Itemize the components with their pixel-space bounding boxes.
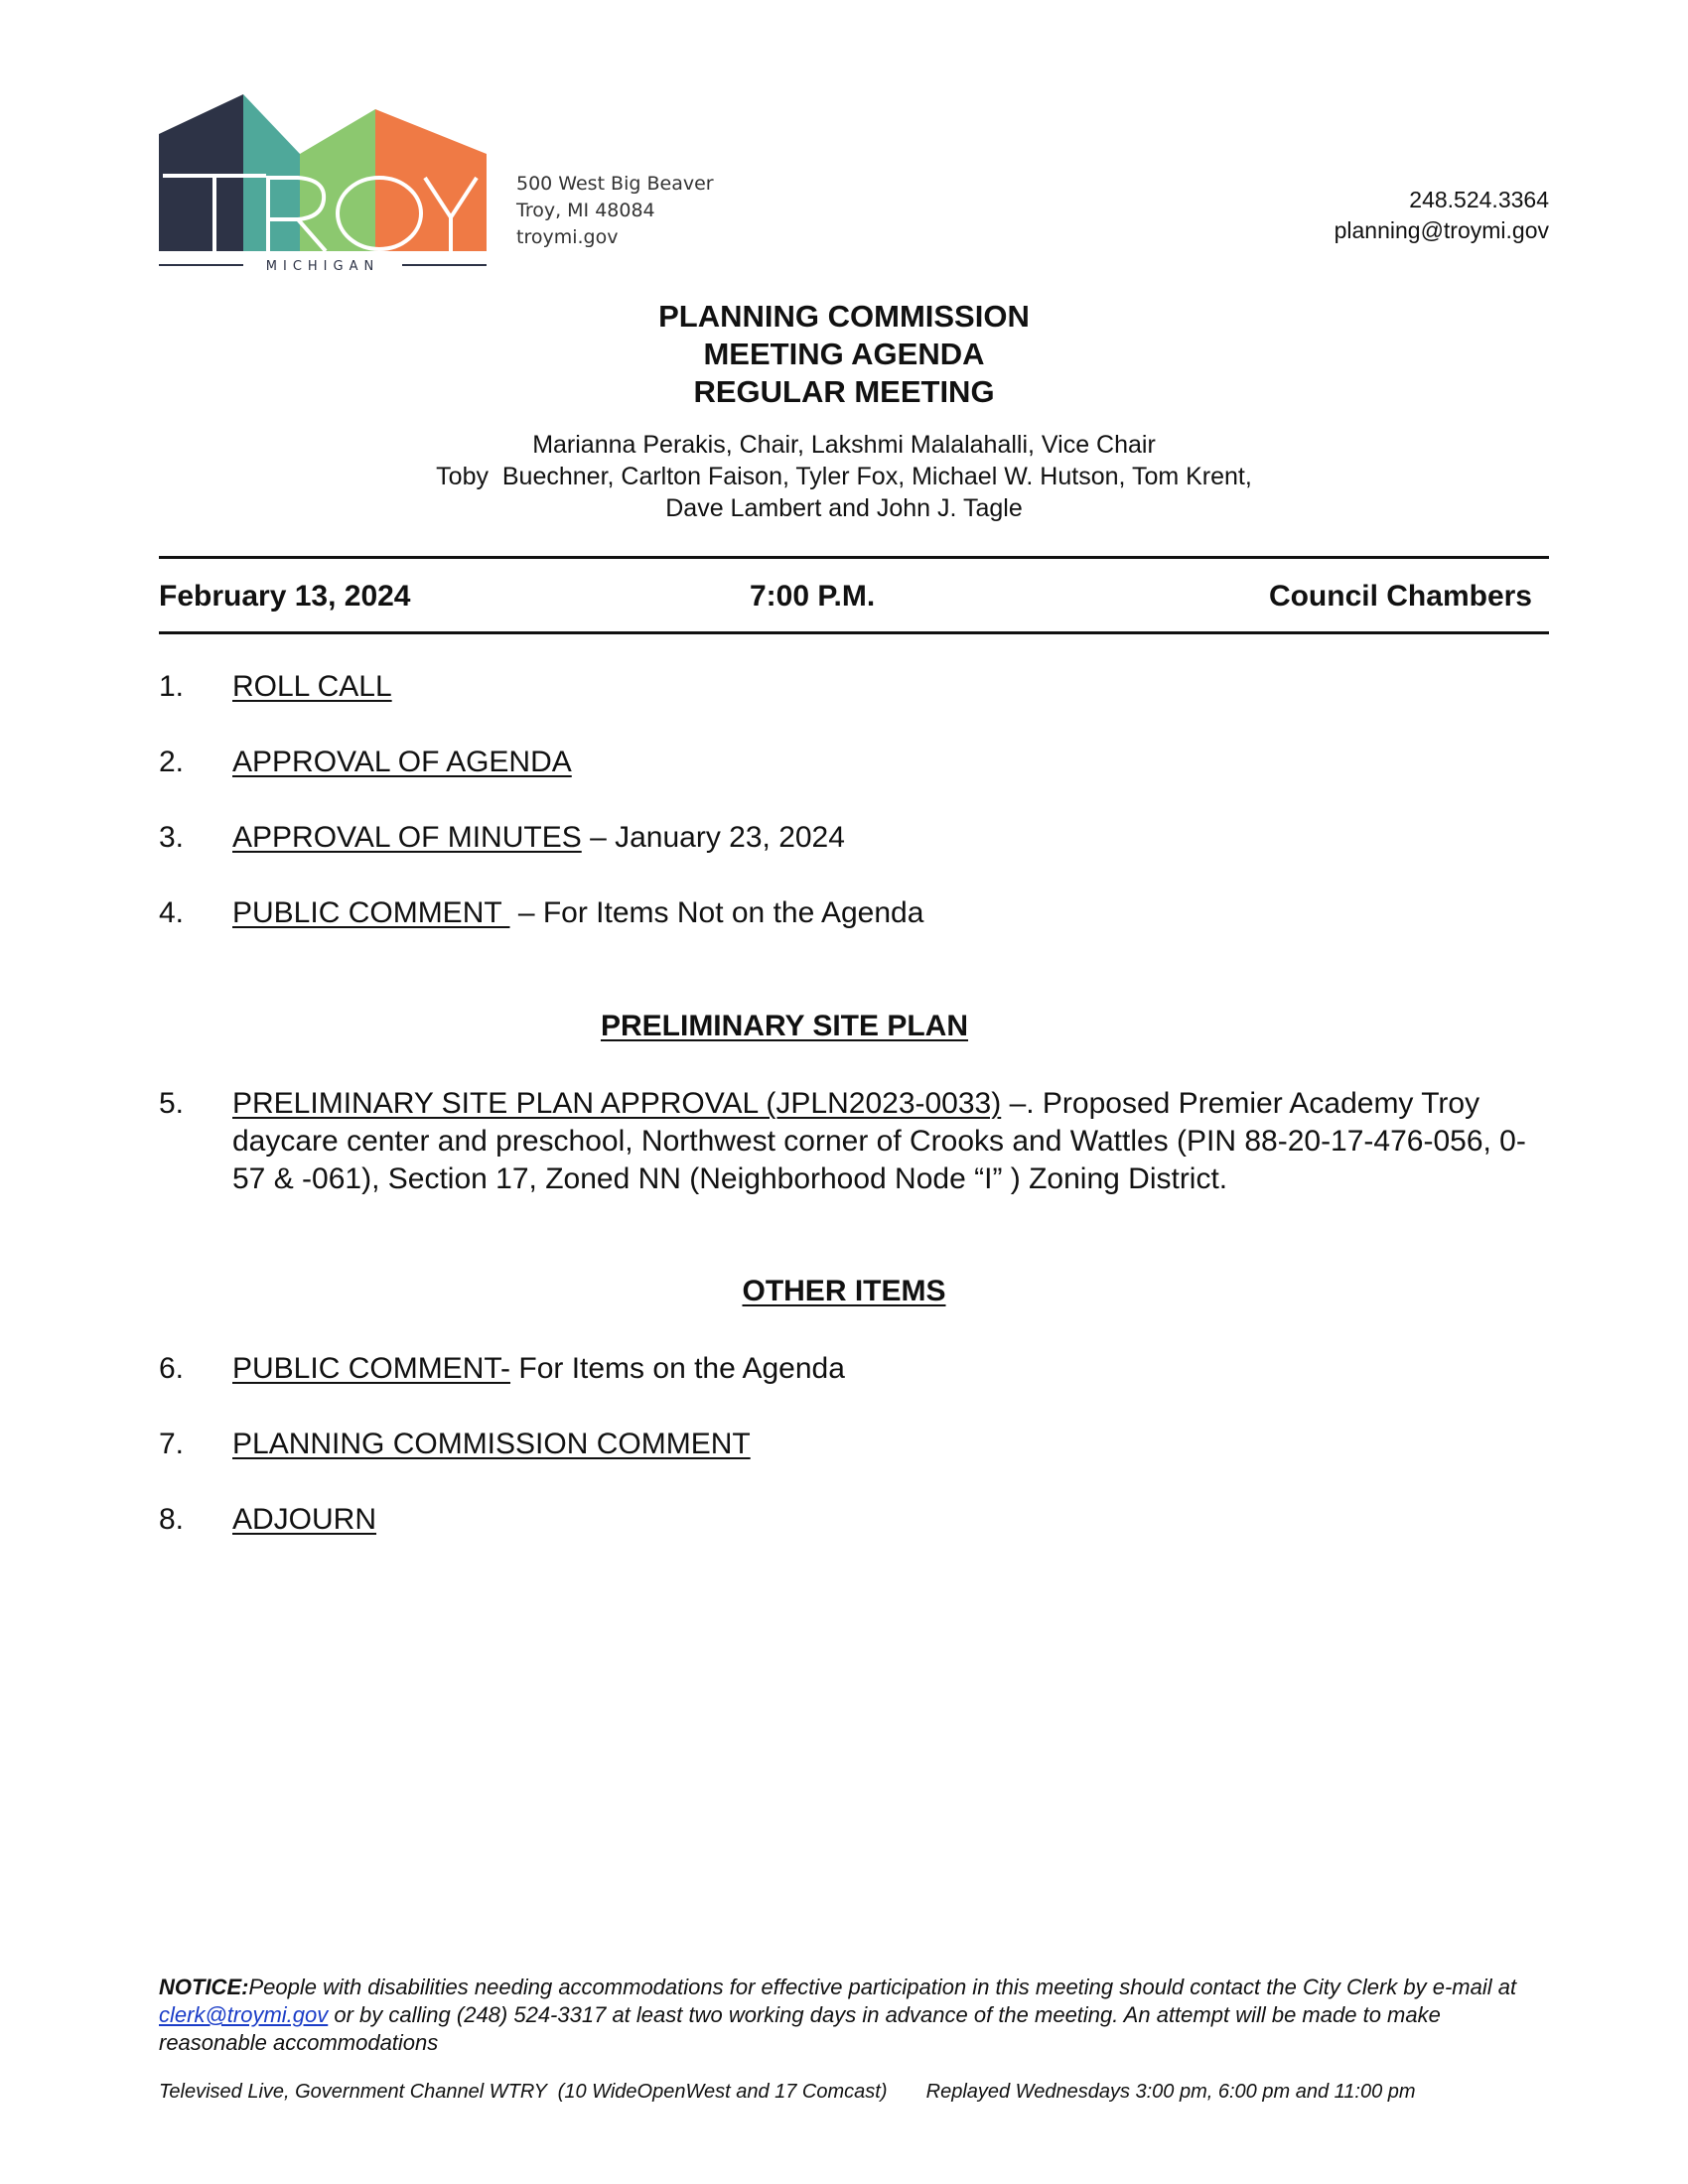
notice-text1: People with disabilities needing accommodations for effective participation in this meeting should contact the City Clerk by e-mail at [248,1975,1517,1999]
members-line2: Toby Buechner, Carlton Faison, Tyler Fox, Michael W. Hutson, Tom Krent, [436,463,1252,490]
contact-email[interactable]: planning@troymi.gov [1334,217,1549,243]
members-line1: Marianna Perakis, Chair, Lakshmi Malalahalli, Vice Chair [532,431,1156,459]
broadcast-replay: Replayed Wednesdays 3:00 pm, 6:00 pm and 11:00 pm [925,2081,1416,2103]
item-label: ROLL CALL [232,670,392,703]
item-detail: For Items on the Agenda [510,1352,845,1385]
item-number: 3. [159,821,185,854]
title-line1: PLANNING COMMISSION [658,299,1030,334]
commission-members [0,429,1688,524]
item-detail: – For Items Not on the Agenda [509,896,924,929]
item-number: 4. [159,896,185,929]
broadcast-info [159,2081,1549,2104]
agenda-title [0,298,1688,411]
logo-navy-block [159,94,243,251]
item-number: 1. [159,670,185,703]
address-web[interactable]: troymi.gov [516,226,619,248]
meeting-location: Council Chambers [1268,580,1532,613]
clerk-email-link[interactable]: clerk@troymi.gov [159,2002,329,2027]
item-number: 7. [159,1428,185,1460]
notice-label: NOTICE: [159,1975,249,1999]
logo-state-text: MICHIGAN [265,259,380,273]
item-number: 2. [159,746,185,778]
item-label: APPROVAL OF MINUTES [232,821,582,854]
accessibility-notice [159,1974,1549,2057]
item-detail: – January 23, 2024 [581,821,845,854]
title-line2: MEETING AGENDA [703,337,985,371]
bottom-divider [159,631,1549,634]
section-heading-preliminary: PRELIMINARY SITE PLAN [600,1010,969,1042]
section-heading-other: OTHER ITEMS [742,1275,946,1307]
item-label: APPROVAL OF AGENDA [232,746,572,778]
item-label: PUBLIC COMMENT [232,896,510,929]
item-detail: –. Proposed Premier Academy Troy daycare center and preschool, Northwest corner of Crooks and Wattles (PIN 88-20-17-476-056, 0-57 & -061), Section 17, Zoned NN (Neighborhood Node “I” ) Zoning District. [232,1087,1526,1195]
item-label: PLANNING COMMISSION COMMENT [232,1428,751,1460]
troy-michigan-logo [159,94,487,273]
item-number: 6. [159,1352,185,1385]
item-label: PRELIMINARY SITE PLAN APPROVAL (JPLN2023-0033) [232,1087,1002,1120]
address-block [516,171,714,251]
item-number: 8. [159,1503,185,1536]
meeting-time: 7:00 P.M. [750,580,876,613]
contact-block [1335,185,1549,246]
item-label: PUBLIC COMMENT- [232,1352,511,1385]
meeting-date: February 13, 2024 [159,580,411,613]
address-line1: 500 West Big Beaver [516,173,714,195]
members-line3: Dave Lambert and John J. Tagle [665,494,1023,522]
broadcast-live: Televised Live, Government Channel WTRY (10 WideOpenWest and 17 Comcast) [159,2081,888,2103]
top-divider [159,556,1549,559]
address-line2: Troy, MI 48084 [516,200,655,221]
logo-teal-block [243,94,300,251]
item-number: 5. [159,1087,185,1120]
notice-text2: or by calling (248) 524-3317 at least two working days in advance of the meeting. An attempt will be made to make reasonable accommodations [159,2002,1441,2055]
item-label: ADJOURN [232,1503,377,1536]
title-line3: REGULAR MEETING [693,374,995,409]
contact-phone: 248.524.3364 [1409,187,1549,212]
